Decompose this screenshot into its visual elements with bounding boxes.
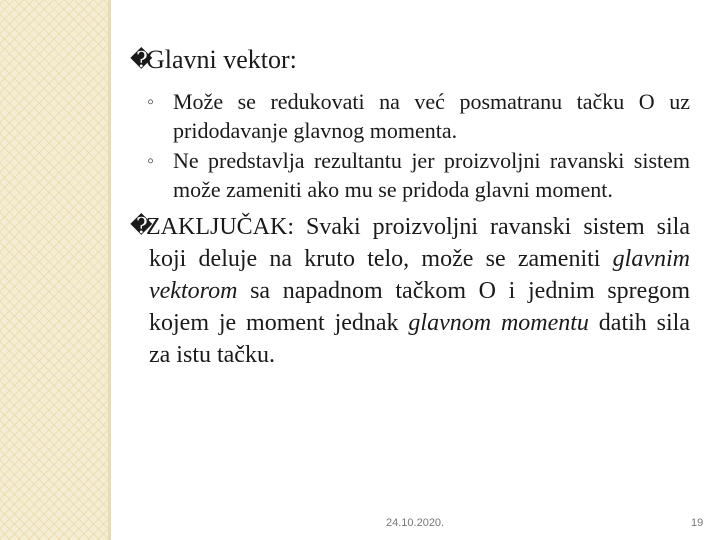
conclusion-italic-2: glavnom momentu: [408, 310, 589, 336]
bullet-glyph-icon: �: [130, 47, 153, 72]
conclusion-paragraph: [130, 210, 690, 371]
page-number: 19: [691, 517, 704, 529]
conclusion-text-3: datih sila za istu tačku.: [149, 310, 690, 368]
slide-content: [130, 44, 690, 371]
conclusion-italic-1: glavnim vektorom: [149, 246, 690, 304]
sub-item-text: Može se redukovati na već posmatranu tačku O uz pridodavanje glavnog momenta.: [173, 89, 690, 143]
conclusion-text-1: ZAKLJUČAK: Svaki proizvoljni ravanski sistem sila koji deluje na kruto telo, može se zameniti: [146, 214, 690, 272]
sub-bullet-icon: ◦: [147, 150, 155, 172]
sub-item-text: Ne predstavlja rezultantu jer proizvoljni ravanski sistem može zameniti ako mu se pridoda glavni moment.: [173, 148, 690, 202]
sub-item: [145, 147, 690, 204]
decorative-sidebar: [0, 0, 108, 540]
sub-bullet-icon: ◦: [147, 91, 155, 113]
footer-date: 24.10.2020.: [386, 517, 445, 529]
sub-list: [145, 88, 690, 204]
sidebar-edge: [108, 0, 111, 540]
conclusion-text-2: sa napadnom tačkom O i jednim spregom kojem je moment jednak: [149, 278, 690, 336]
sub-item: [145, 88, 690, 145]
heading-text: Glavni vektor:: [146, 45, 297, 74]
bullet-glyph-icon: �: [130, 213, 153, 238]
heading-bullet: [130, 44, 690, 76]
